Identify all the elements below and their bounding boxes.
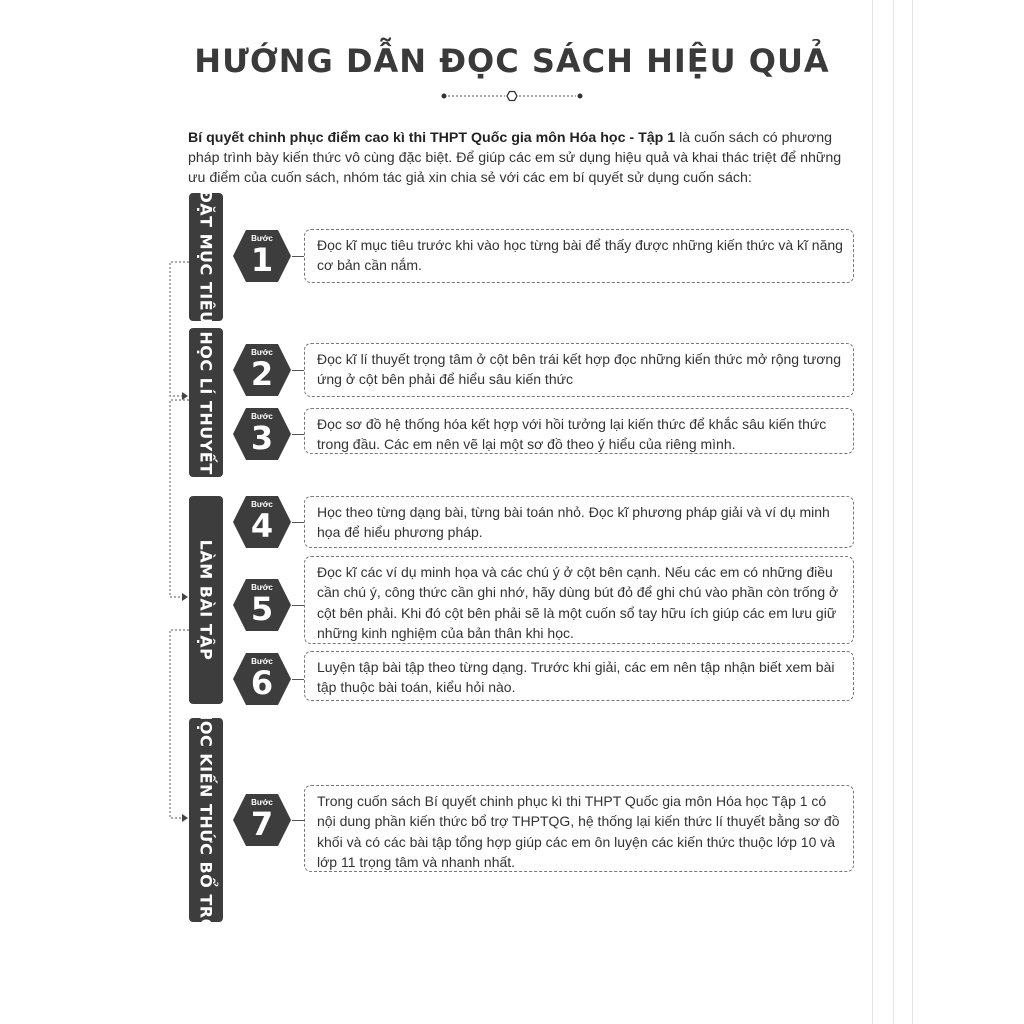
- step-badge: [232, 793, 292, 847]
- step-number: 1: [250, 241, 274, 279]
- step-connector: [292, 256, 304, 257]
- step-text-box: [304, 556, 854, 644]
- step-text: Đọc kĩ các ví dụ minh họa và các chú ý ở cột bên cạnh. Nếu các em có những điều cần chú ý, công thức cần ghi nhớ, hãy dùng bút đỏ để ghi chú vào phần còn trống ở cột bên phải. Khi đó cột bên phải sẽ là một cuốn sổ tay hữu ích giúp các em lưu giữ những kinh nghiệm của bản thân khi học.: [317, 564, 839, 641]
- step-text: Đọc kĩ mục tiêu trước khi vào học từng bài để thấy được những kiến thức và kĩ năng cơ bản cần nắm.: [317, 237, 843, 274]
- step-word: Bước: [251, 234, 273, 243]
- step-word: Bước: [251, 798, 273, 807]
- step-number: 2: [250, 355, 274, 393]
- book-title: Bí quyết chinh phục điểm cao kì thi THPT Quốc gia môn Hóa học - Tập 1: [188, 130, 676, 146]
- category-label: ĐẶT MỤC TIÊU: [196, 189, 216, 325]
- step-word: Bước: [251, 583, 273, 592]
- step-text: Đọc sơ đồ hệ thống hóa kết hợp với hồi tưởng lại kiến thức để khắc sâu kiến thức trong đầu. Các em nên vẽ lại một sơ đồ theo ý hiểu của riêng mình.: [317, 416, 827, 453]
- step-text-box: [304, 785, 854, 872]
- step-text: Đọc kĩ lí thuyết trọng tâm ở cột bên trái kết hợp đọc những kiến thức mở rộng tương ứng ở cột bên phải để hiểu sâu kiến thức: [317, 351, 841, 388]
- step-word: Bước: [251, 412, 273, 421]
- step-connector: [292, 605, 304, 606]
- category-label: LÀM BÀI TẬP: [196, 539, 216, 661]
- category-label: HỌC LÍ THUYẾT: [196, 330, 216, 475]
- step-connector: [292, 370, 304, 371]
- step-badge: [232, 652, 292, 706]
- step-badge: [232, 343, 292, 397]
- step-text: Luyện tập bài tập theo từng dạng. Trước khi giải, các em nên tập nhận biết xem bài tập thuộc bài toán, kiểu hỏi nào.: [317, 659, 835, 696]
- step-text-box: [304, 651, 854, 701]
- intro-text: là cuốn sách có phương pháp trình bày kiến thức vô cùng đặc biệt. Để giúp các em sử dụng hiệu quả và khai thác triệt để những ưu điểm của cuốn sách, nhóm tác giả xin chia sẻ với các em bí quyết sử dụng cuốn sách:: [188, 130, 842, 186]
- step-number: 4: [250, 507, 274, 545]
- step-text: Trong cuốn sách Bí quyết chinh phục kì thi THPT Quốc gia môn Hóa học Tập 1 có nội dung phần kiến thức bổ trợ THPTQG, hệ thống lại kiến thức lí thuyết bằng sơ đồ khối và có các bài tập tổng hợp giúp các em ôn luyện các kiến thức thuộc lớp 10 và lớp 11 trọng tâm và nhanh nhất.: [317, 793, 840, 870]
- step-word: Bước: [251, 500, 273, 509]
- step-connector: [292, 522, 304, 523]
- step-connector: [292, 679, 304, 680]
- step-number: 5: [250, 590, 274, 628]
- step-word: Bước: [251, 657, 273, 666]
- step-text-box: [304, 343, 854, 397]
- step-text-box: [304, 229, 854, 283]
- step-badge: [232, 578, 292, 632]
- page-title: HƯỚNG DẪN ĐỌC SÁCH HIỆU QUẢ: [194, 42, 830, 80]
- step-badge: [232, 407, 292, 461]
- step-text-box: [304, 408, 854, 454]
- step-number: 7: [250, 805, 274, 843]
- step-word: Bước: [251, 348, 273, 357]
- category-supplementary-knowledge: [189, 706, 223, 934]
- step-badge: [232, 229, 292, 283]
- step-text-box: [304, 496, 854, 548]
- step-text: Học theo từng dạng bài, từng bài toán nhỏ. Đọc kĩ phương pháp giải và ví dụ minh họa để hiểu phương pháp.: [317, 504, 830, 541]
- category-do-exercises: [189, 496, 223, 704]
- step-connector: [292, 434, 304, 435]
- category-label: HỌC KIẾN THỨC BỔ TRỢ: [196, 706, 216, 934]
- step-number: 3: [250, 419, 274, 457]
- step-connector: [292, 820, 304, 821]
- category-learn-theory: [189, 328, 223, 477]
- category-set-goals: [189, 189, 223, 325]
- step-number: 6: [250, 664, 274, 702]
- step-badge: [232, 495, 292, 549]
